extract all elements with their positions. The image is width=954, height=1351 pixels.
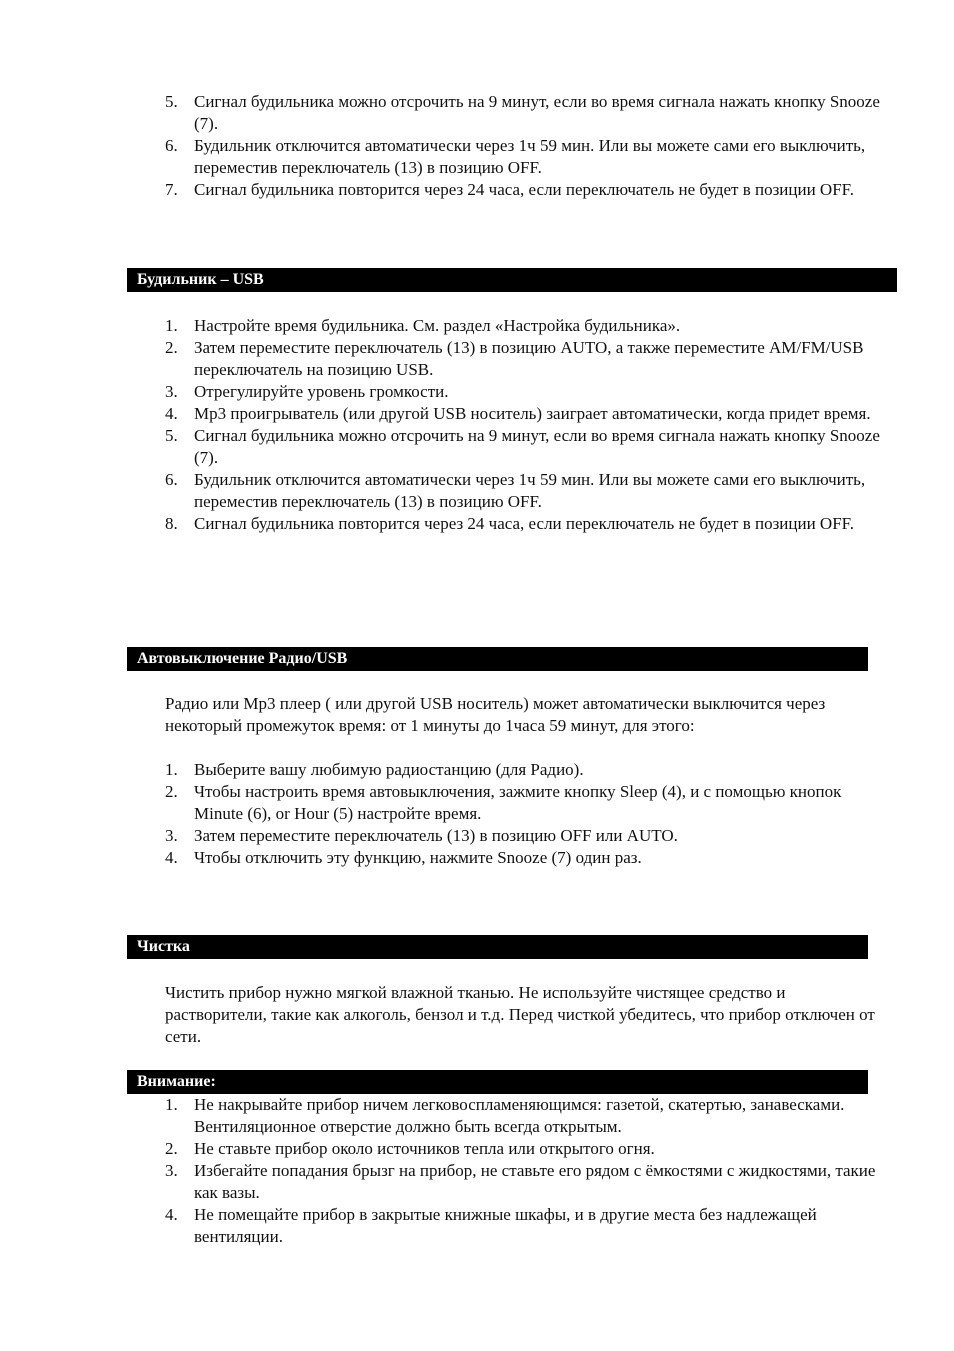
list-item: [165, 337, 885, 381]
list-item: [165, 381, 885, 403]
item-text: Сигнал будильника повторится через 24 часа, если переключатель не будет в позиции OFF.: [194, 514, 855, 533]
item-text: Не помещайте прибор в закрытые книжные шкафы, и в другие места без надлежащей вентиляции.: [194, 1205, 817, 1246]
item-text: Не ставьте прибор около источников тепла или открытого огня.: [194, 1139, 655, 1158]
item-number: 6.: [165, 470, 178, 489]
list-item: [165, 1204, 885, 1248]
list-item: [165, 135, 885, 179]
item-number: 3.: [165, 382, 178, 401]
item-text: Затем переместите переключатель (13) в позицию AUTO, а также переместите AM/FM/USB переключатель на позицию USB.: [194, 338, 864, 379]
item-text: Будильник отключится автоматически через 1ч 59 мин. Или вы можете сами его выключить, переместив переключатель (13) в позицию OFF.: [194, 470, 866, 511]
item-number: 4.: [165, 1205, 178, 1224]
item-number: 4.: [165, 404, 178, 423]
list-item: [165, 1138, 885, 1160]
item-number: 6.: [165, 136, 178, 155]
auto-off-intro: Радио или Mp3 плеер ( или другой USB носитель) может автоматически выключится через некоторый промежуток время: от 1 минуты до 1часа 59 минут, для этого:: [165, 694, 826, 735]
list-item: [165, 315, 885, 337]
item-text: Чтобы настроить время автовыключения, зажмите кнопку Sleep (4), и с помощью кнопок Minute (6), or Hour (5) настройте время.: [194, 782, 842, 823]
usb-alarm-list: [165, 315, 885, 535]
list-item: [165, 179, 885, 201]
item-text: Mp3 проигрыватель (или другой USB носитель) заиграет автоматически, когда придет время.: [194, 404, 871, 423]
list-item: [165, 469, 885, 513]
item-text: Будильник отключится автоматически через 1ч 59 мин. Или вы можете сами его выключить, переместив переключатель (13) в позицию OFF.: [194, 136, 866, 177]
alarm-list-continued: [165, 91, 885, 201]
item-text: Выберите вашу любимую радиостанцию (для Радио).: [194, 760, 584, 779]
item-number: 4.: [165, 848, 178, 867]
item-text: Сигнал будильника можно отсрочить на 9 минут, если во время сигнала нажать кнопку Snooze (7).: [194, 92, 880, 133]
item-text: Сигнал будильника повторится через 24 часа, если переключатель не будет в позиции OFF.: [194, 180, 855, 199]
list-item: [165, 91, 885, 135]
item-text: Не накрывайте прибор ничем легковоспламеняющимся: газетой, скатертью, занавесками. Вентиляционное отверстие должно быть всегда открытым.: [194, 1095, 845, 1136]
item-number: 1.: [165, 316, 178, 335]
item-text: Затем переместите переключатель (13) в позицию OFF или AUTO.: [194, 826, 678, 845]
section-header-auto-off: Автовыключение Радио/USB: [127, 647, 868, 671]
cleaning-text: Чистить прибор нужно мягкой влажной тканью. Не используйте чистящее средство и растворители, такие как алкоголь, бензол и т.д. Перед чисткой убедитесь, что прибор отключен от сети.: [165, 983, 875, 1046]
list-item: [165, 847, 885, 869]
list-item: [165, 781, 885, 825]
item-number: 2.: [165, 1139, 178, 1158]
auto-off-list: [165, 759, 885, 869]
item-text: Избегайте попадания брызг на прибор, не ставьте его рядом с ёмкостями с жидкостями, такие как вазы.: [194, 1161, 876, 1202]
list-item: [165, 513, 885, 535]
warning-list: [165, 1094, 885, 1248]
item-text: Настройте время будильника. См. раздел «Настройка будильника».: [194, 316, 681, 335]
item-number: 3.: [165, 826, 178, 845]
item-text: Чтобы отключить эту функцию, нажмите Snooze (7) один раз.: [194, 848, 642, 867]
section-header-cleaning: Чистка: [127, 935, 868, 959]
section-header-usb-alarm: Будильник – USB: [127, 268, 897, 292]
item-number: 1.: [165, 1095, 178, 1114]
item-number: 3.: [165, 1161, 178, 1180]
item-number: 5.: [165, 92, 178, 111]
list-item: [165, 403, 885, 425]
list-item: [165, 825, 885, 847]
item-number: 2.: [165, 782, 178, 801]
item-number: 7.: [165, 180, 178, 199]
item-number: 2.: [165, 338, 178, 357]
item-text: Сигнал будильника можно отсрочить на 9 минут, если во время сигнала нажать кнопку Snooze (7).: [194, 426, 880, 467]
list-item: [165, 425, 885, 469]
item-number: 5.: [165, 426, 178, 445]
list-item: [165, 759, 885, 781]
list-item: [165, 1160, 885, 1204]
item-text: Отрегулируйте уровень громкости.: [194, 382, 449, 401]
item-number: 1.: [165, 760, 178, 779]
list-item: [165, 1094, 885, 1138]
section-header-warning: Внимание:: [127, 1070, 868, 1094]
item-number: 8.: [165, 514, 178, 533]
